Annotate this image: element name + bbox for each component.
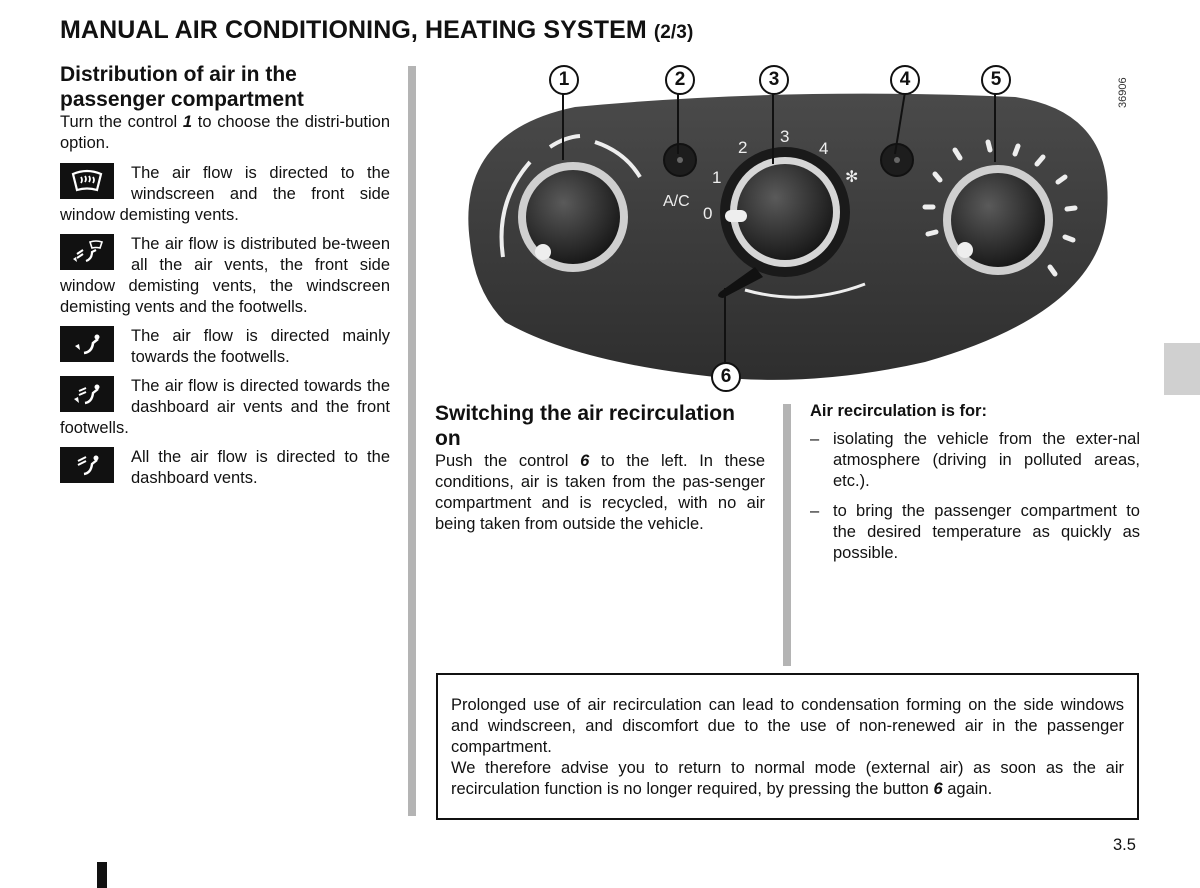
recirculation-uses-heading: Air recirculation is for: (810, 402, 987, 420)
distribution-item-text: The air flow is directed to the windscreen and the front side window demisting vents. (60, 164, 390, 224)
distribution-section (60, 62, 390, 489)
recirc-text-end: to the left. In these conditions, air is taken from the pas-senger compartment and is recycled, with no air being taken from outside the vehicle. (435, 452, 766, 533)
recirculation-heading: Switching the air recirculation on (435, 402, 735, 450)
ac-label: A/C (663, 193, 690, 210)
list-item: – to bring the passenger compartment to the desired temperature as quickly as possible. (810, 501, 1140, 564)
page-number: 3.5 (1113, 836, 1136, 854)
intro-text-end: to choose the distri-bution option. (60, 113, 391, 152)
distribution-item (60, 376, 390, 439)
section-side-tab (1164, 343, 1200, 395)
callout-1: 1 (549, 65, 579, 95)
recirculation-uses-section (810, 401, 1140, 573)
note-text-end: again. (942, 780, 993, 798)
note-paragraph-2 (451, 758, 1124, 800)
recirc-text: Push the control (435, 452, 581, 470)
callout-5: 5 (981, 65, 1011, 95)
distribution-item-text: The air flow is directed towards the dashboard air vents and the front footwells. (60, 377, 390, 437)
distribution-item (60, 326, 390, 368)
control-ref-6-note: 6 (933, 780, 943, 798)
figure-id: 36906 (1117, 77, 1129, 108)
svg-text:✻: ✻ (845, 167, 859, 186)
dashboard-footwell-icon (60, 376, 114, 412)
distribution-item-text: The air flow is directed mainly towards the footwells. (131, 327, 390, 366)
distribution-item-text: The air flow is distributed be-tween all the air vents, the front side window demisting vents, the windscreen demisting vents and the footwells. (60, 235, 390, 316)
distribution-heading: Distribution of air in the passenger compartment (60, 63, 304, 111)
footwell-icon (60, 326, 114, 362)
recirculation-uses-list (810, 429, 1140, 564)
control-ref-6: 6 (580, 452, 590, 470)
note-text: We therefore advise you to return to normal mode (external air) as soon as the air recirculation function is no longer required, by pressing the button (451, 759, 1124, 798)
svg-text:4: 4 (819, 139, 829, 158)
recirculation-text (435, 451, 765, 535)
svg-text:0: 0 (703, 204, 713, 223)
distribution-item (60, 163, 390, 226)
distribution-item (60, 234, 390, 318)
list-item: – isolating the vehicle from the exter-nal atmosphere (driving in polluted areas, etc.). (810, 429, 1140, 492)
distribution-intro (60, 112, 390, 154)
page-title (60, 16, 693, 45)
callout-2: 2 (665, 65, 695, 95)
warning-note-box (436, 673, 1139, 820)
distribution-item (60, 447, 390, 489)
recirculation-section (435, 401, 765, 535)
windscreen-demist-icon (60, 163, 114, 199)
callout-6: 6 (711, 362, 741, 392)
bottom-marker (97, 862, 107, 888)
svg-text:1: 1 (712, 168, 722, 187)
control-panel-illustration (455, 62, 1115, 392)
callout-3: 3 (759, 65, 789, 95)
all-vents-icon (60, 234, 114, 270)
dashboard-vents-icon (60, 447, 114, 483)
page-title-text: MANUAL AIR CONDITIONING, HEATING SYSTEM (60, 16, 647, 44)
callout-4: 4 (890, 65, 920, 95)
column-divider-bar (408, 66, 416, 816)
column-divider-bar (783, 404, 791, 666)
svg-text:3: 3 (780, 127, 790, 146)
svg-text:2: 2 (738, 138, 748, 157)
intro-text: Turn the control (60, 113, 183, 131)
note-paragraph-1: Prolonged use of air recirculation can lead to condensation forming on the side windows and windscreen, and discomfort due to the use of non-renewed air in the passenger compartment. (451, 696, 1124, 756)
control-ref-1: 1 (182, 113, 193, 131)
page-part: (2/3) (653, 22, 694, 43)
distribution-item-text: All the air flow is directed to the dashboard vents. (131, 448, 390, 487)
